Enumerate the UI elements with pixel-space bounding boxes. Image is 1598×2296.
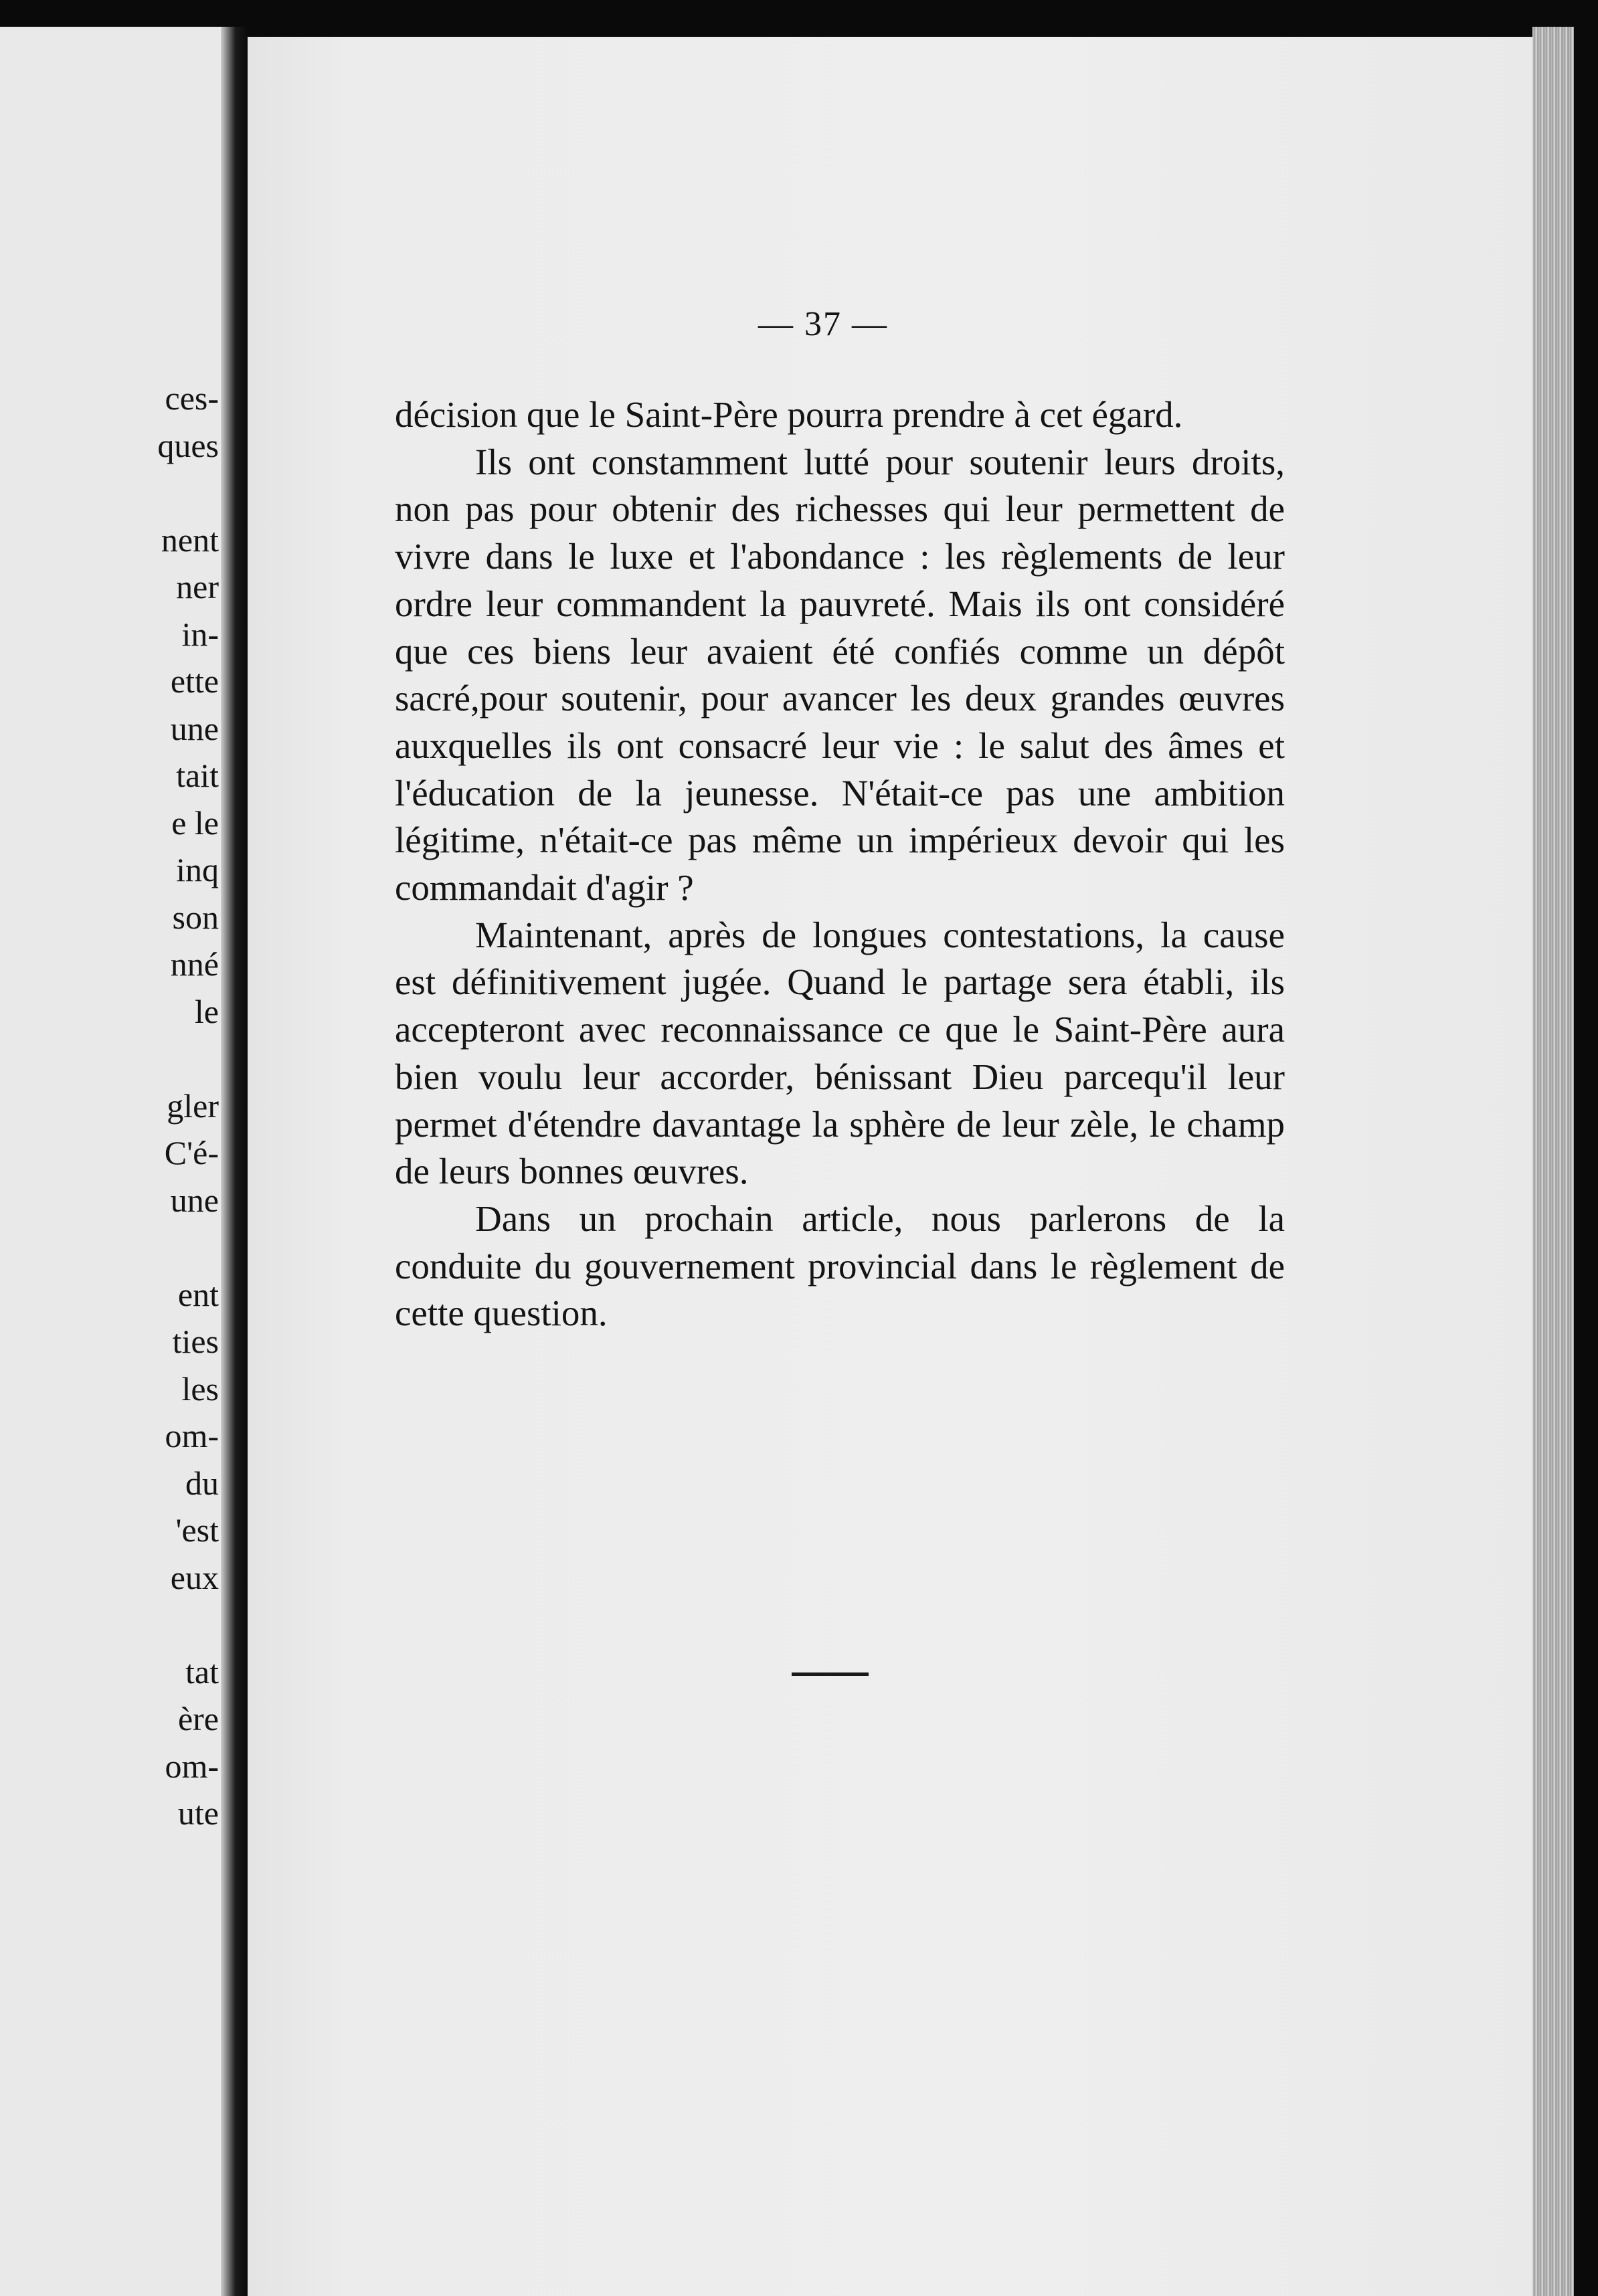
left-fragment-line (18, 1035, 219, 1082)
paragraph: Dans un prochain article, nous parlerons de la conduite du gouvernement provincial dans le règlement de cette question. (395, 1198, 1285, 1334)
section-end-rule (792, 1672, 869, 1676)
left-fragment-line: gler (167, 1086, 219, 1125)
left-fragment-line: 'est (175, 1511, 219, 1549)
left-fragment-line: C'é- (164, 1134, 219, 1171)
left-fragment-line: ère (177, 1700, 219, 1737)
left-fragment-line: tat (185, 1652, 219, 1691)
left-fragment-line: om- (165, 1747, 219, 1785)
left-fragment-line: tait (176, 757, 219, 794)
left-fragment-line: une (170, 709, 219, 747)
left-fragment-line: ette (170, 662, 219, 700)
left-fragment-line: du (185, 1464, 219, 1502)
left-fragment-line: ties (172, 1323, 219, 1360)
page-number: — 37 — (758, 305, 888, 343)
left-fragment-line: nent (161, 520, 219, 559)
paragraph: Maintenant, après de longues contestations, la cause est définitivement jugée. Quand le partage sera établi, ils accepteront avec reconnaissance ce que le Saint-Père aura bien voulu leur accorder, bénissant Dieu parcequ'il leur permet d'étendre davantage la sphère de leur zèle, le champ de leurs bonnes œuvres. (395, 914, 1285, 1192)
left-fragment-line: eux (170, 1558, 219, 1596)
left-fragment-line (18, 469, 219, 516)
left-fragment-line: om- (165, 1417, 219, 1454)
left-fragment-line: e le (171, 803, 219, 842)
left-fragment-line: nné (170, 945, 219, 983)
left-page-text-fragments (18, 375, 219, 1837)
book-gutter (221, 27, 248, 2296)
left-fragment-line: ces- (165, 379, 219, 417)
left-fragment-line: ent (177, 1275, 219, 1313)
left-fragment-line (18, 1601, 219, 1648)
article-body (395, 391, 1285, 1337)
left-fragment-line: le (194, 992, 219, 1030)
left-fragment-line: inq (176, 851, 219, 888)
left-fragment-line: une (170, 1181, 219, 1219)
left-fragment-line: les (181, 1369, 219, 1408)
left-fragment-line: in- (181, 615, 219, 653)
left-fragment-line: ques (157, 426, 219, 464)
left-fragment-line: son (172, 898, 219, 936)
paragraph: décision que le Saint-Père pourra prendre à cet égard. (395, 394, 1183, 435)
left-fragment-line (18, 1224, 219, 1271)
left-fragment-line: ute (177, 1794, 219, 1832)
paragraph: Ils ont constamment lutté pour soutenir leurs droits, non pas pour obtenir des richesses qui leur permettent de vivre dans le luxe et l'abondance : les règlements de leur ordre leur commandent la pauvreté. Mais ils ont considéré que ces biens leur avaient été confiés comme un dépôt sacré,pour soutenir, pour avancer les deux grandes œuvres auxquelles ils ont consacré leur vie : le salut des âmes et l'éducation de la jeunesse. N'était-ce pas une ambition légitime, n'était-ce pas même un impérieux devoir qui les commandait d'agir ? (395, 441, 1285, 908)
scan-border (1574, 0, 1598, 2296)
left-fragment-line: ner (176, 568, 219, 605)
left-facing-page (0, 27, 231, 2296)
